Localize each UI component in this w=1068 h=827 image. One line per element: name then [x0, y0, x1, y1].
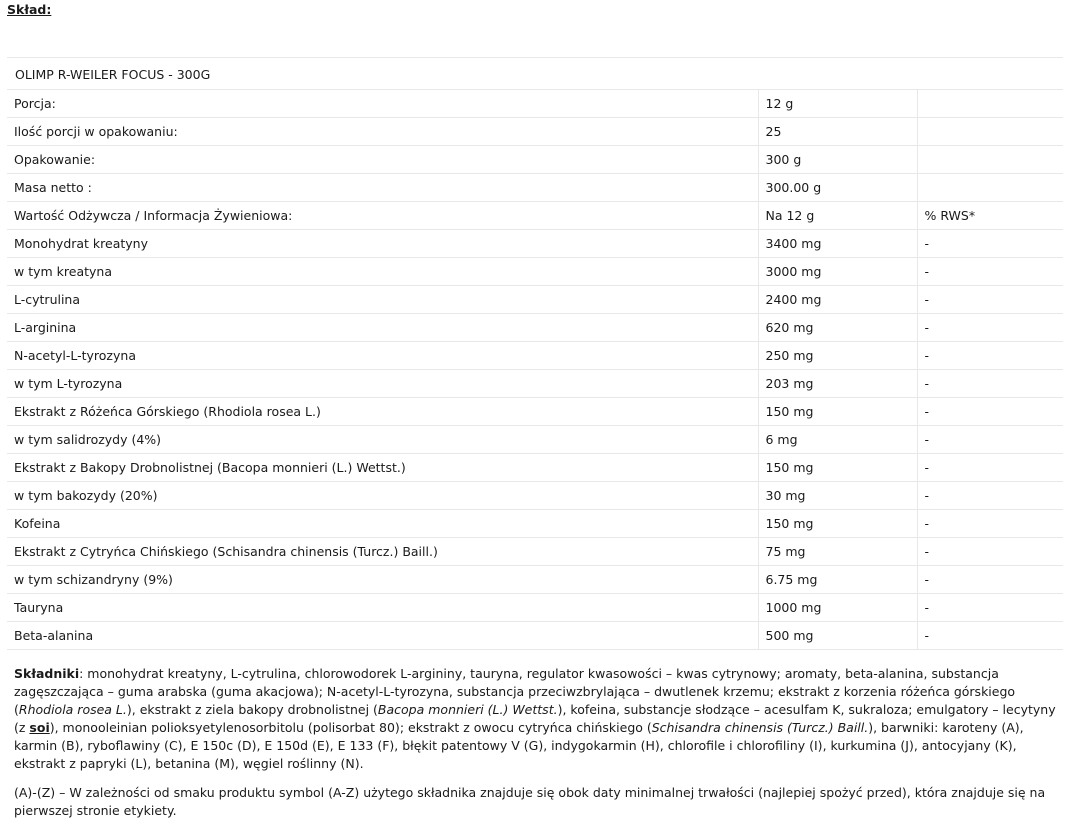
nutrient-name-cell: Opakowanie:: [7, 146, 758, 174]
nutrient-name-cell: Kofeina: [7, 510, 758, 538]
table-row: [7, 622, 1063, 650]
nutrient-amount-cell: 1000 mg: [758, 594, 917, 622]
table-row: [7, 258, 1063, 286]
table-row: [7, 370, 1063, 398]
nutrient-amount-cell: 620 mg: [758, 314, 917, 342]
nutrient-amount-cell: 3400 mg: [758, 230, 917, 258]
table-row: [7, 510, 1063, 538]
nutrient-rws-cell: [917, 146, 1063, 174]
nutrient-name-cell: Beta-alanina: [7, 622, 758, 650]
nutrient-name-cell: N-acetyl-L-tyrozyna: [7, 342, 758, 370]
table-row: [7, 146, 1063, 174]
nutrient-amount-cell: 25: [758, 118, 917, 146]
product-title: OLIMP R-WEILER FOCUS - 300G: [15, 67, 211, 82]
composition-heading: Skład:: [7, 2, 52, 17]
nutrient-name-cell: L-cytrulina: [7, 286, 758, 314]
nutrient-name-cell: Porcja:: [7, 90, 758, 118]
nutrient-amount-cell: 300 g: [758, 146, 917, 174]
table-row: [7, 398, 1063, 426]
nutrient-amount-cell: 3000 mg: [758, 258, 917, 286]
nutrient-amount-cell: 250 mg: [758, 342, 917, 370]
nutrient-rws-cell: % RWS*: [917, 202, 1063, 230]
nutrient-name-cell: w tym kreatyna: [7, 258, 758, 286]
nutrient-rws-cell: -: [917, 370, 1063, 398]
nutrient-rws-cell: -: [917, 426, 1063, 454]
table-row: [7, 118, 1063, 146]
table-row: [7, 454, 1063, 482]
nutrient-amount-cell: 75 mg: [758, 538, 917, 566]
table-row: [7, 594, 1063, 622]
nutrient-name-cell: w tym bakozydy (20%): [7, 482, 758, 510]
ingredients-text-4: ), monooleinian polioksyetylenosorbitolu (polisorbat 80); ekstrakt z owocu cytryńca chińskiego (: [49, 720, 652, 735]
table-row: [7, 566, 1063, 594]
nutrient-amount-cell: 2400 mg: [758, 286, 917, 314]
ingredients-paragraph: [14, 665, 1059, 773]
nutrient-rws-cell: -: [917, 230, 1063, 258]
table-row: [7, 426, 1063, 454]
nutrient-name-cell: w tym L-tyrozyna: [7, 370, 758, 398]
nutrient-amount-cell: Na 12 g: [758, 202, 917, 230]
table-row: [7, 174, 1063, 202]
nutrient-rws-cell: -: [917, 622, 1063, 650]
nutrient-rws-cell: -: [917, 566, 1063, 594]
nutrient-rws-cell: [917, 90, 1063, 118]
ingredients-text-1: : monohydrat kreatyny, L-cytrulina, chlorowodorek L-argininy, tauryna, regulator kwasowości – kwas cytrynowy; aromaty, beta-alanina, substancja zagęszczająca – guma arabska (guma akacjowa); N-acetyl-L-tyrozyna, substancja przeciwzbrylająca – dwutlenek krzemu; ekstrakt z korzenia różeńca górskiego (: [14, 666, 1016, 717]
nutrient-rws-cell: -: [917, 342, 1063, 370]
nutrient-amount-cell: 500 mg: [758, 622, 917, 650]
nutrient-name-cell: Ekstrakt z Różeńca Górskiego (Rhodiola rosea L.): [7, 398, 758, 426]
ingredients-italic-2: Bacopa monnieri (L.) Wettst.: [377, 702, 558, 717]
ingredients-text-3: ), kofeina, substancje słodzące – acesulfam K, sukraloza; emulgatory – lecytyny (z: [14, 702, 1056, 735]
table-row: [7, 230, 1063, 258]
nutrient-name-cell: Tauryna: [7, 594, 758, 622]
nutrient-rws-cell: -: [917, 482, 1063, 510]
allergen-highlight: soi: [29, 720, 50, 735]
table-row: [7, 538, 1063, 566]
nutrition-table-body: [7, 90, 1063, 650]
nutrient-amount-cell: 30 mg: [758, 482, 917, 510]
table-row: [7, 286, 1063, 314]
nutrient-amount-cell: 12 g: [758, 90, 917, 118]
nutrient-rws-cell: -: [917, 286, 1063, 314]
ingredients-text-2: ), ekstrakt z ziela bakopy drobnolistnej (: [126, 702, 378, 717]
table-row: [7, 482, 1063, 510]
nutrient-name-cell: Masa netto :: [7, 174, 758, 202]
nutrient-name-cell: w tym schizandryny (9%): [7, 566, 758, 594]
table-row: [7, 342, 1063, 370]
table-row: [7, 314, 1063, 342]
ingredients-label: Składniki: [14, 666, 80, 681]
ingredients-italic-3: Schisandra chinensis (Turcz.) Baill.: [651, 720, 869, 735]
nutrient-rws-cell: [917, 174, 1063, 202]
nutrient-amount-cell: 150 mg: [758, 398, 917, 426]
nutrient-rws-cell: -: [917, 398, 1063, 426]
nutrient-amount-cell: 203 mg: [758, 370, 917, 398]
nutrient-name-cell: L-arginina: [7, 314, 758, 342]
nutrient-amount-cell: 6.75 mg: [758, 566, 917, 594]
nutrient-rws-cell: -: [917, 538, 1063, 566]
nutrient-rws-cell: [917, 118, 1063, 146]
variant-symbol-note: (A)-(Z) – W zależności od smaku produktu symbol (A-Z) użytego składnika znajduje się obok daty minimalnej trwałości (najlepiej spożyć przed), która znajduje się na pierwszej stronie etykiety.: [14, 785, 1046, 818]
nutrient-amount-cell: 150 mg: [758, 454, 917, 482]
table-row: [7, 90, 1063, 118]
product-title-row: [7, 57, 1063, 90]
nutrient-name-cell: Ekstrakt z Bakopy Drobnolistnej (Bacopa monnieri (L.) Wettst.): [7, 454, 758, 482]
ingredients-italic-1: Rhodiola rosea L.: [18, 702, 127, 717]
nutrient-name-cell: Ilość porcji w opakowaniu:: [7, 118, 758, 146]
nutrient-name-cell: Wartość Odżywcza / Informacja Żywieniowa:: [7, 202, 758, 230]
nutrient-rws-cell: -: [917, 258, 1063, 286]
nutrient-rws-cell: -: [917, 314, 1063, 342]
table-row: [7, 202, 1063, 230]
nutrient-amount-cell: 150 mg: [758, 510, 917, 538]
nutrient-rws-cell: -: [917, 594, 1063, 622]
nutrient-name-cell: Ekstrakt z Cytryńca Chińskiego (Schisandra chinensis (Turcz.) Baill.): [7, 538, 758, 566]
nutrient-amount-cell: 6 mg: [758, 426, 917, 454]
nutrient-name-cell: w tym salidrozydy (4%): [7, 426, 758, 454]
nutrient-amount-cell: 300.00 g: [758, 174, 917, 202]
ingredients-text-5: ), barwniki: karoteny (A), karmin (B), ryboflawiny (C), E 150c (D), E 150d (E), E 133 (F), błękit patentowy V (G), indygokarmin (H), chlorofile i chlorofiliny (I), kurkumina (J), antocyjany (K), ekstrakt z papryki (L), betanina (M), węgiel roślinny (N).: [14, 720, 1024, 771]
nutrient-name-cell: Monohydrat kreatyny: [7, 230, 758, 258]
nutrition-table: [7, 90, 1063, 650]
nutrient-rws-cell: -: [917, 510, 1063, 538]
nutrient-rws-cell: -: [917, 454, 1063, 482]
